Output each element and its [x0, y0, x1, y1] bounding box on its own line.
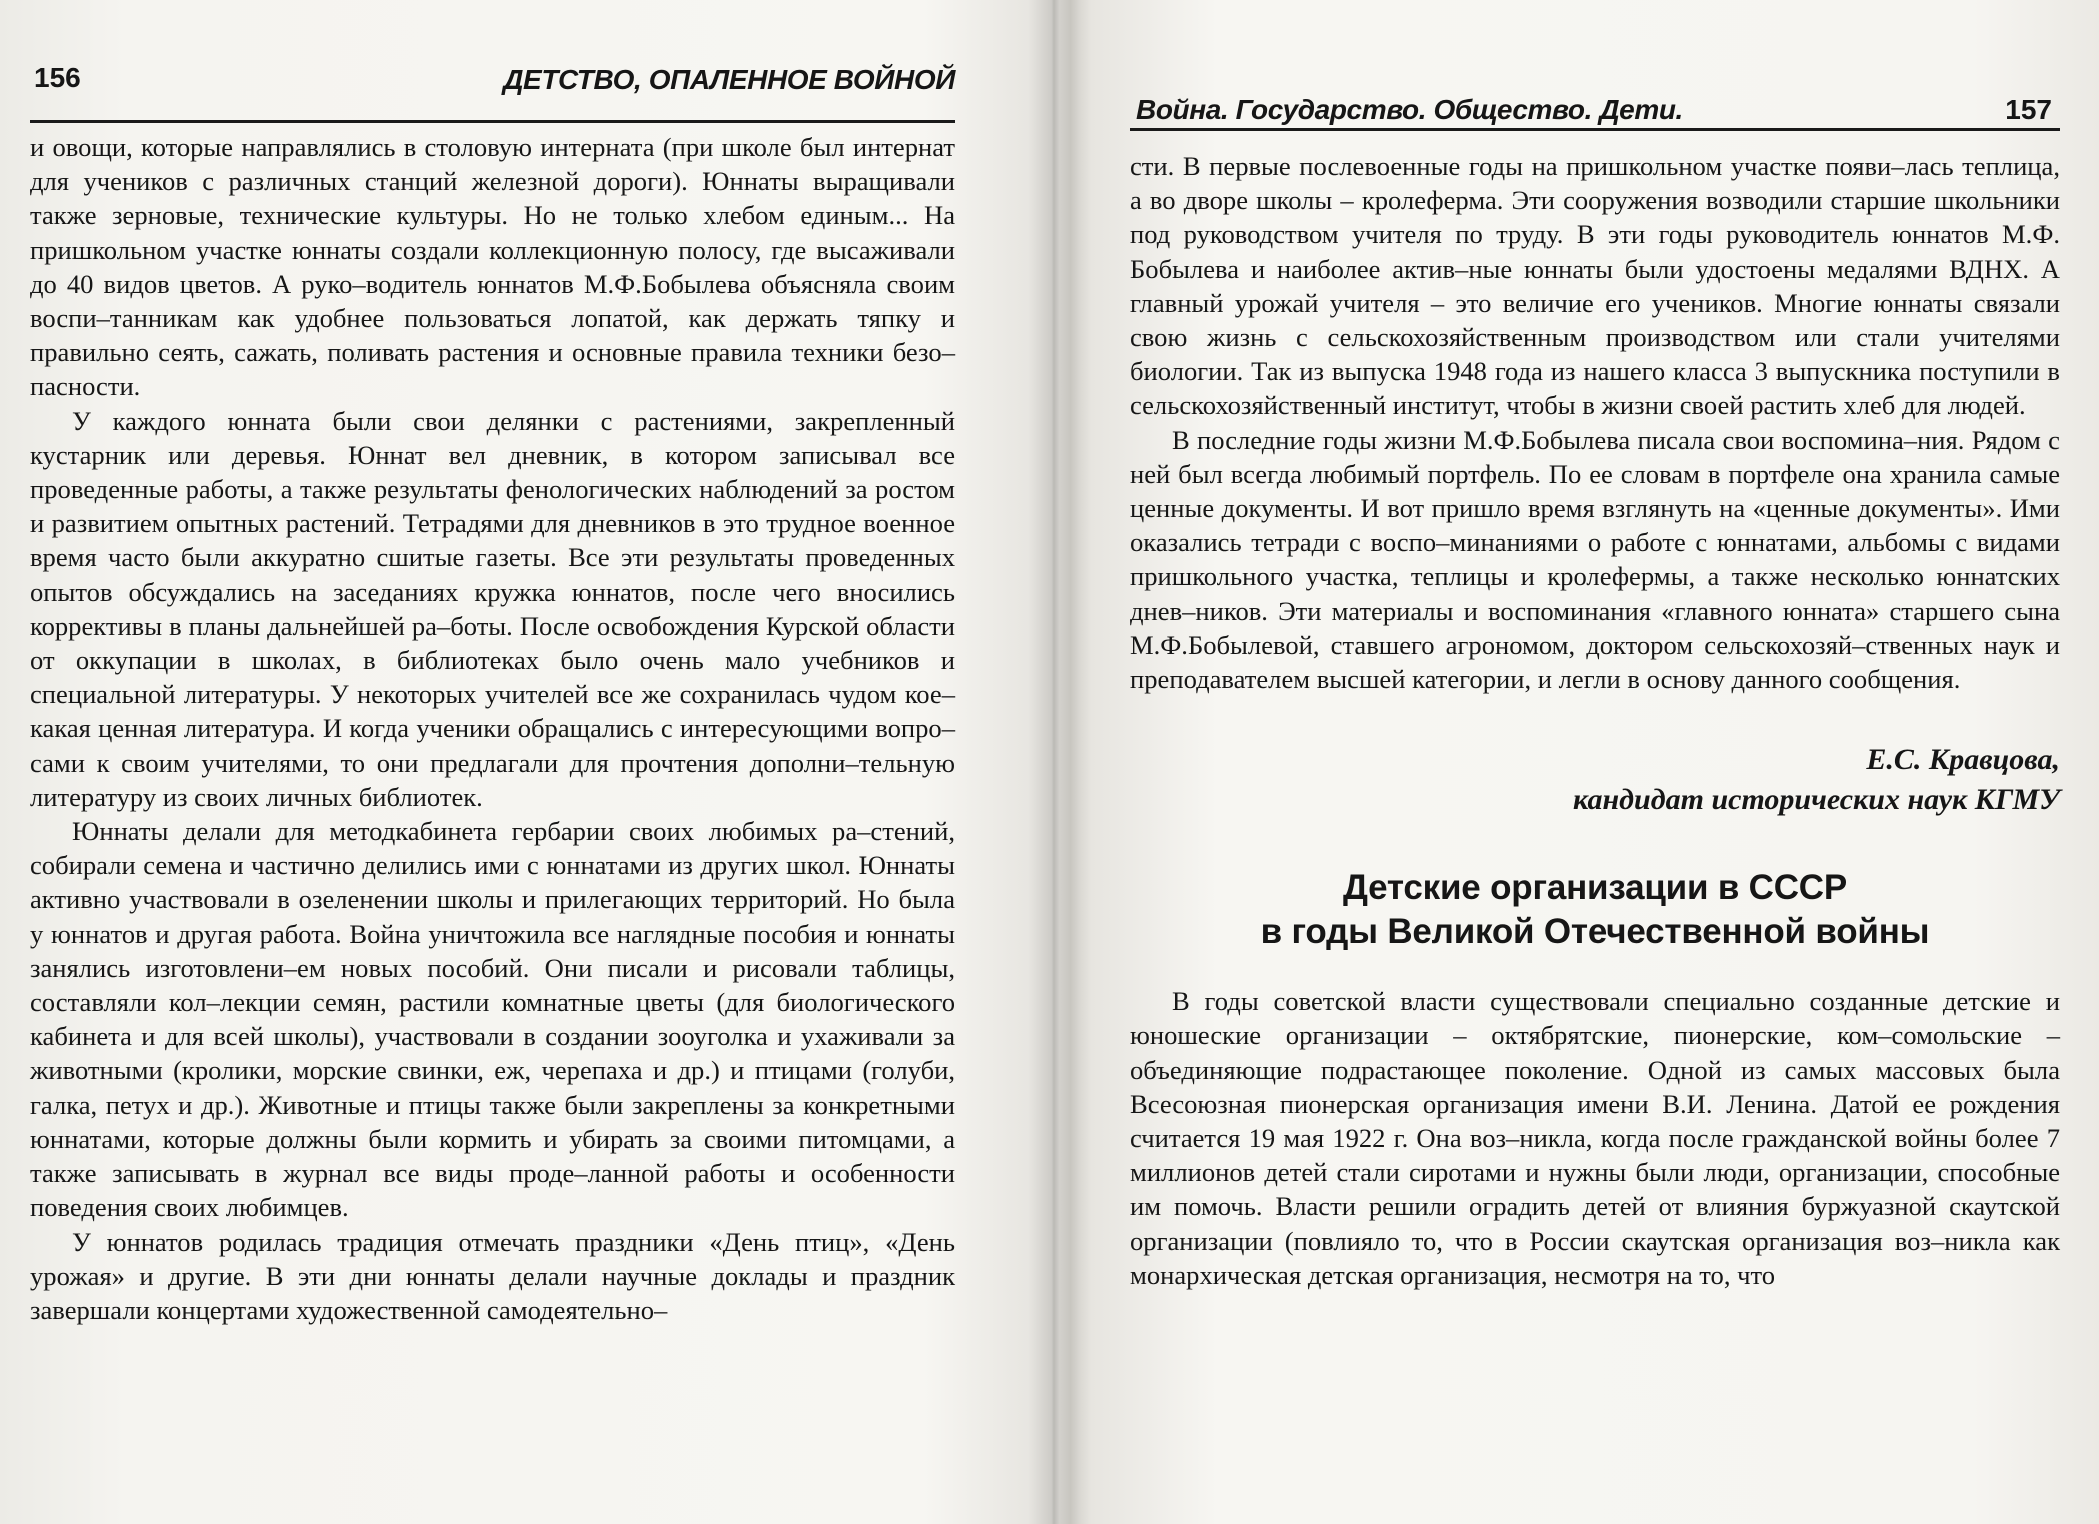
- paragraph: и овощи, которые направлялись в столовую интерната (при школе был интернат для учеников с различных станций железной дороги). Юннаты выращивали также зерновые, технические культуры. Но не только хлебом единым... На пришкольном участке юннаты создали коллекционную полосу, где высаживали до 40 видов цветов. А руко–водитель юннатов М.Ф.Бобылева объясняла своим воспи–танникам как удобнее пользоваться лопатой, как держать тяпку и правильно сеять, сажать, поливать растения и основные правила техники безо–пасности.: [30, 132, 955, 402]
- section-title-line-2: в годы Великой Отечественной войны: [1260, 912, 1930, 952]
- left-page-header: [30, 62, 955, 123]
- running-title-left: ДЕТСТВО, ОПАЛЕННОЕ ВОЙНОЙ: [503, 64, 955, 95]
- paragraph: У юннатов родилась традиция отмечать праздники «День птиц», «День урожая» и другие. В эти дни юннаты делали научные доклады и праздник завершали концертами художественной самодеятельно–: [30, 1226, 955, 1325]
- section-title: [1130, 866, 2060, 954]
- left-page: [30, 0, 955, 1524]
- left-page-body: [30, 130, 955, 1327]
- paragraph: В годы советской власти существовали специально созданные детские и юношеские организации – октябрятские, пионерские, ком–сомольские – объединяющие подрастающее поколение. Одной из самых массовых была Всесоюзная пионерская организация имени В.И. Ленина. Датой ее рождения считается 19 мая 1922 г. Она воз–никла, когда после гражданской войны более 7 миллионов детей стали сиротами и нужны были люди, организации, способные им помочь. Власти решили оградить детей от влияния буржуазной скаутской организации (повлияло то, что в России скаутская организация воз–никла как монархическая детская организация, несмотря на то, что: [1130, 986, 2060, 1290]
- page-number-left: 156: [34, 62, 81, 93]
- right-page-body: [1130, 149, 2060, 1292]
- paragraph: В последние годы жизни М.Ф.Бобылева писала свои воспомина–ния. Рядом с ней был всегда любимый портфель. По ее словам в портфеле она хранила самые ценные документы. И вот пришло время взглянуть на «ценные документы». Ими оказались тетради с воспо–минаниями о работе с юннатами, альбомы с видами пришкольного участка, теплицы и кролефермы, а также несколько юннатских днев–ников. Эти материалы и воспоминания «главного юнната» старшего сына М.Ф.Бобылевой, ставшего агрономом, доктором сельскохозяй–ственных наук и преподавателем высшей категории, и легли в основу данного сообщения.: [1130, 424, 2060, 695]
- signature: [1130, 740, 2060, 820]
- running-title-right: Война. Государство. Общество. Дети.: [1136, 94, 1683, 125]
- right-page-header: [1130, 72, 2060, 131]
- signature-author: Е.С. Кравцова,: [1866, 743, 2060, 777]
- paragraph: Юннаты делали для методкабинета гербарии своих любимых ра–стений, собирали семена и частично делились ими с юннатами из других школ. Юннаты активно участвовали в озеленении школы и прилегающих территорий. Но была у юннатов и другая работа. Война уничтожила все наглядные пособия и юннаты занялись изготовлени–ем новых пособий. Они писали и рисовали таблицы, составляли кол–лекции семян, растили комнатные цветы (для биологического кабинета и для всей школы), участвовали в создании зооуголка и ухаживали за животными (кролики, морские свинки, еж, черепаха и др.) и птицами (голуби, галка, петух и др.). Животные и птицы также были закреплены за конкретными юннатами, которые должны были кормить и убирать за своими питомцами, а также записывать в журнал все виды проде–ланной работы и особенности поведения своих любимцев.: [30, 816, 955, 1223]
- right-page: [1130, 0, 2060, 1524]
- book-gutter: [1028, 0, 1080, 1524]
- signature-title: кандидат исторических наук КГМУ: [1573, 783, 2060, 817]
- page-number-right: 157: [2005, 94, 2052, 125]
- paragraph: У каждого юнната были свои делянки с растениями, закрепленный кустарник или деревья. Юннат вел дневник, в котором записывал все проведенные работы, а также результаты фенологических наблюдений за ростом и развитием опытных растений. Тетрадями для дневников в это трудное военное время часто были аккуратно сшитые газеты. Все эти результаты проведенных опытов обсуждались на заседаниях кружка юннатов, после чего вносились коррективы в планы дальнейшей ра–боты. После освобождения Курской области от оккупации в школах, в библиотеках было очень мало учебников и специальной литературы. У некоторых учителей все же сохранилась чудом кое–какая ценная литература. И когда ученики обращались с интересующими вопро–сами к своим учителями, то они предлагали для прочтения дополни–тельную литературу из своих личных библиотек.: [30, 405, 955, 812]
- section-title-line-1: Детские организации в СССР: [1342, 868, 1848, 908]
- paragraph: сти. В первые послевоенные годы на пришкольном участке появи–лась теплица, а во дворе школы – кролеферма. Эти сооружения возводили старшие школьники под руководством учителя по труду. В эти годы руководитель юннатов М.Ф. Бобылева и наиболее актив–ные юннаты были удостоены медалями ВДНХ. А главный урожай учителя – это величие его учеников. Многие юннаты связали свою жизнь с сельскохозяйственным производством или стали учителями биологии. Так из выпуска 1948 года из нашего класса 3 выпускника поступили в сельскохозяйственный институт, чтобы в жизни своей растить хлеб для людей.: [1130, 151, 2060, 421]
